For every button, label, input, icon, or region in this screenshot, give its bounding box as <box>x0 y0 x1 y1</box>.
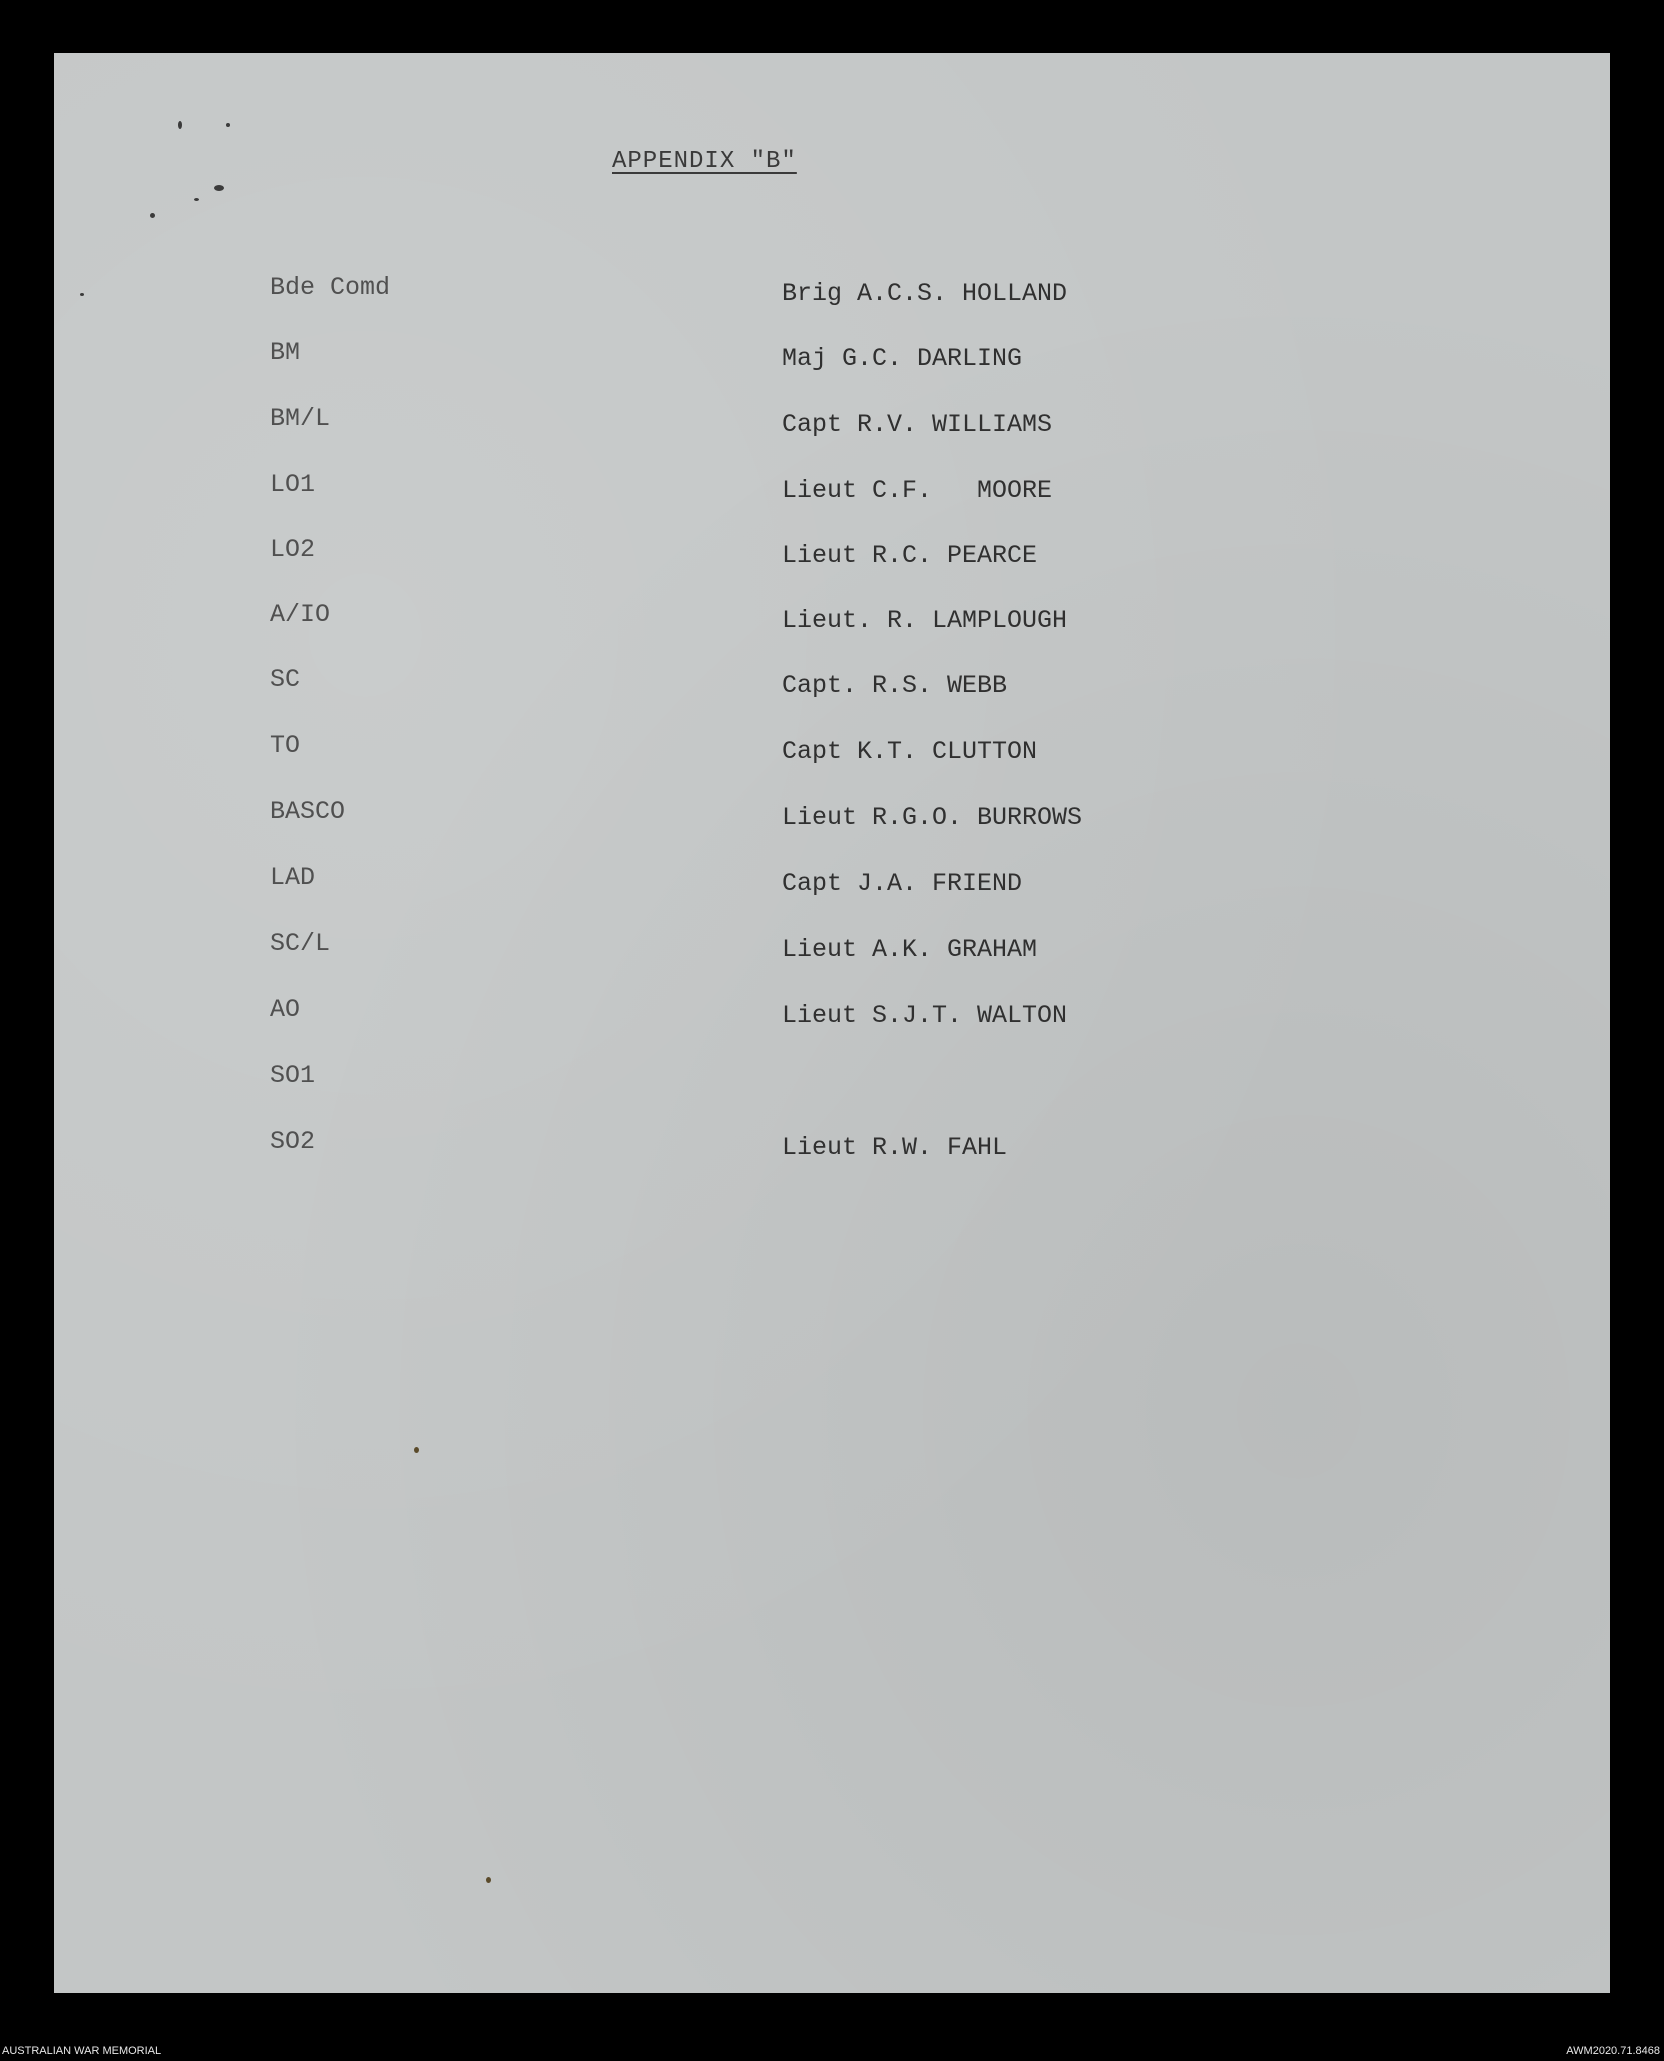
speck-mark <box>414 1447 419 1453</box>
roster-name: Capt. R.S. WEBB <box>782 671 1008 700</box>
roster-name: Lieut R.W. FAHL <box>782 1133 1008 1162</box>
roster-role: BM/L <box>270 404 331 433</box>
roster-row <box>0 1061 1664 1101</box>
roster-row <box>0 273 1664 313</box>
roster-row <box>0 995 1664 1035</box>
roster-role: BM <box>270 338 301 367</box>
roster-row <box>0 600 1664 640</box>
roster-role: LAD <box>270 863 316 892</box>
roster-role: LO2 <box>270 535 316 564</box>
roster-row <box>0 665 1664 705</box>
roster-name: Lieut R.G.O. BURROWS <box>782 803 1083 832</box>
roster-name: Brig A.C.S. HOLLAND <box>782 279 1068 308</box>
roster-row <box>0 797 1664 837</box>
roster-role: A/IO <box>270 600 331 629</box>
roster-name: Lieut S.J.T. WALTON <box>782 1001 1068 1030</box>
roster-name: Capt K.T. CLUTTON <box>782 737 1038 766</box>
roster-name: Lieut C.F. MOORE <box>782 476 1053 505</box>
roster-role: LO1 <box>270 470 316 499</box>
roster-name: Capt J.A. FRIEND <box>782 869 1023 898</box>
roster-name: Maj G.C. DARLING <box>782 344 1023 373</box>
roster-row <box>0 929 1664 969</box>
roster-row <box>0 470 1664 510</box>
roster-role: SC/L <box>270 929 331 958</box>
speck-mark <box>178 121 182 129</box>
speck-mark <box>226 123 230 127</box>
roster-role: AO <box>270 995 301 1024</box>
speck-mark <box>214 185 224 191</box>
roster-role: TO <box>270 731 301 760</box>
roster-role: BASCO <box>270 797 346 826</box>
speck-mark <box>194 198 199 201</box>
roster-row <box>0 1127 1664 1167</box>
page-title: APPENDIX "B" <box>612 148 797 175</box>
roster-role: SO1 <box>270 1061 316 1090</box>
roster-role: Bde Comd <box>270 273 391 302</box>
roster-row <box>0 863 1664 903</box>
roster-role: SC <box>270 665 301 694</box>
roster-row <box>0 404 1664 444</box>
speck-mark <box>486 1877 491 1883</box>
roster-name: Lieut R.C. PEARCE <box>782 541 1038 570</box>
roster-name: Capt R.V. WILLIAMS <box>782 410 1053 439</box>
roster-row <box>0 535 1664 575</box>
roster-role: SO2 <box>270 1127 316 1156</box>
archive-credit: AUSTRALIAN WAR MEMORIAL <box>2 2045 162 2057</box>
speck-mark <box>150 213 155 218</box>
archive-reference: AWM2020.71.8468 <box>1566 2045 1660 2057</box>
roster-row <box>0 731 1664 771</box>
roster-name: Lieut A.K. GRAHAM <box>782 935 1038 964</box>
roster-name: Lieut. R. LAMPLOUGH <box>782 606 1068 635</box>
roster-row <box>0 338 1664 378</box>
